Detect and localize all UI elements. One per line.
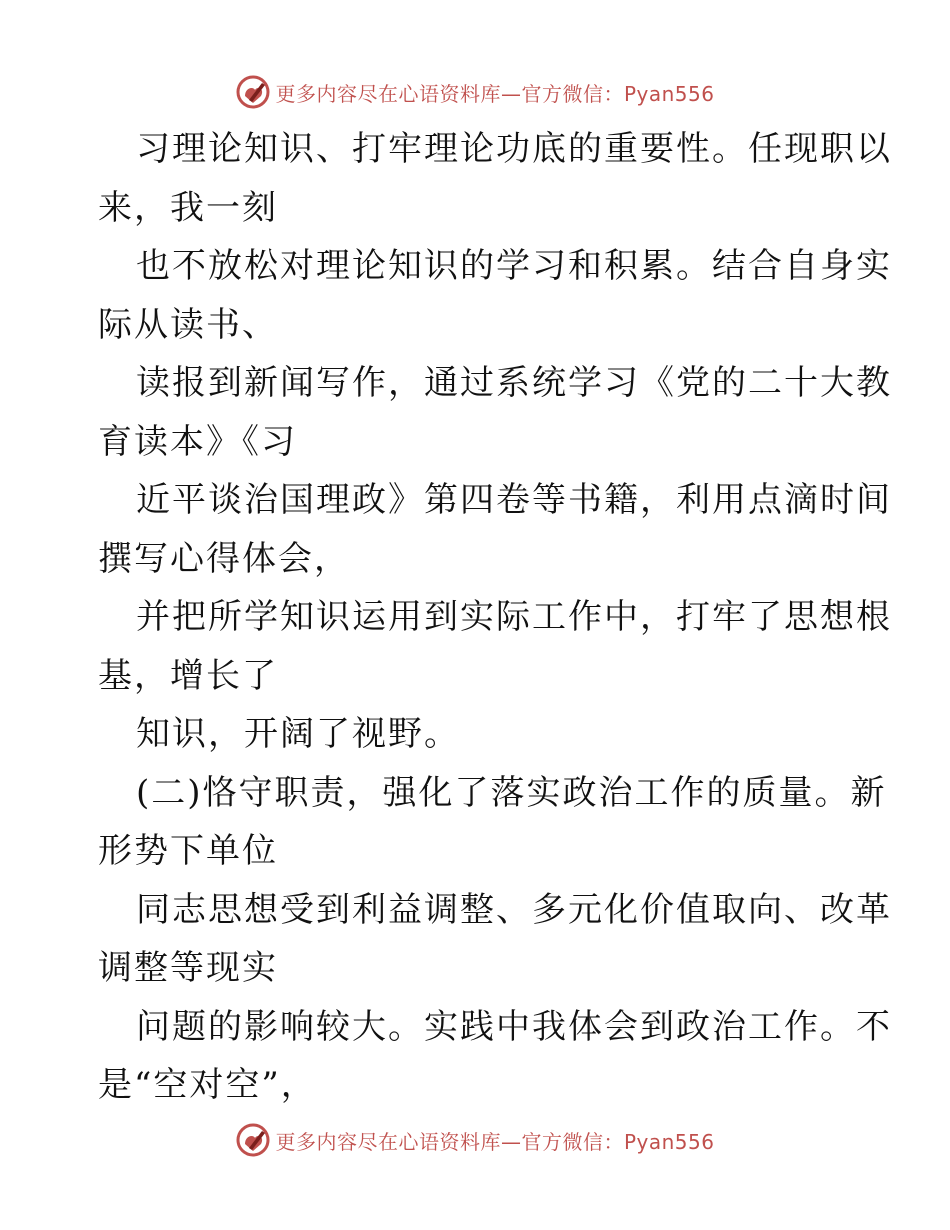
body-line: 是“空对空”， bbox=[98, 1065, 317, 1105]
body-line: 调整等现实 bbox=[98, 948, 278, 988]
body-line: 撰写心得体会， bbox=[98, 538, 350, 579]
body-line: 近平谈治国理政》第四卷等书籍，利用点滴时间 bbox=[136, 480, 892, 520]
body-line: 际从读书、 bbox=[98, 304, 278, 345]
body-line: 并把所学知识运用到实际工作中，打牢了思想根 bbox=[136, 597, 892, 637]
body-line: 习理论知识、打牢理论功底的重要性。任现职以 bbox=[136, 129, 892, 169]
header-watermark-text: 更多内容尽在心语资料库—官方微信：Pyan556 bbox=[275, 81, 715, 106]
body-line: 来，我一刻 bbox=[98, 187, 278, 228]
body-line: 形势下单位 bbox=[98, 831, 278, 871]
body-line: 同志思想受到利益调整、多元化价值取向、改革 bbox=[136, 889, 892, 930]
body-line: (二)恪守职责，强化了落实政治工作的质量。新 bbox=[136, 772, 887, 813]
body-line: 知识，开阔了视野。 bbox=[136, 714, 460, 754]
body-line: 也不放松对理论知识的学习和积累。结合自身实 bbox=[136, 246, 892, 286]
heart-pen-logo-icon bbox=[235, 74, 271, 110]
heart-pen-logo-icon bbox=[235, 1122, 271, 1158]
header-watermark bbox=[0, 72, 950, 112]
body-line: 育读本》《习 bbox=[98, 421, 297, 462]
body-line: 基，增长了 bbox=[98, 655, 278, 696]
document-body bbox=[98, 120, 892, 1115]
footer-watermark bbox=[0, 1120, 950, 1160]
body-line: 读报到新闻写作，通过系统学习《党的二十大教 bbox=[136, 363, 892, 403]
body-line: 问题的影响较大。实践中我体会到政治工作。不 bbox=[136, 1006, 892, 1047]
footer-watermark-text: 更多内容尽在心语资料库—官方微信：Pyan556 bbox=[275, 1129, 715, 1154]
